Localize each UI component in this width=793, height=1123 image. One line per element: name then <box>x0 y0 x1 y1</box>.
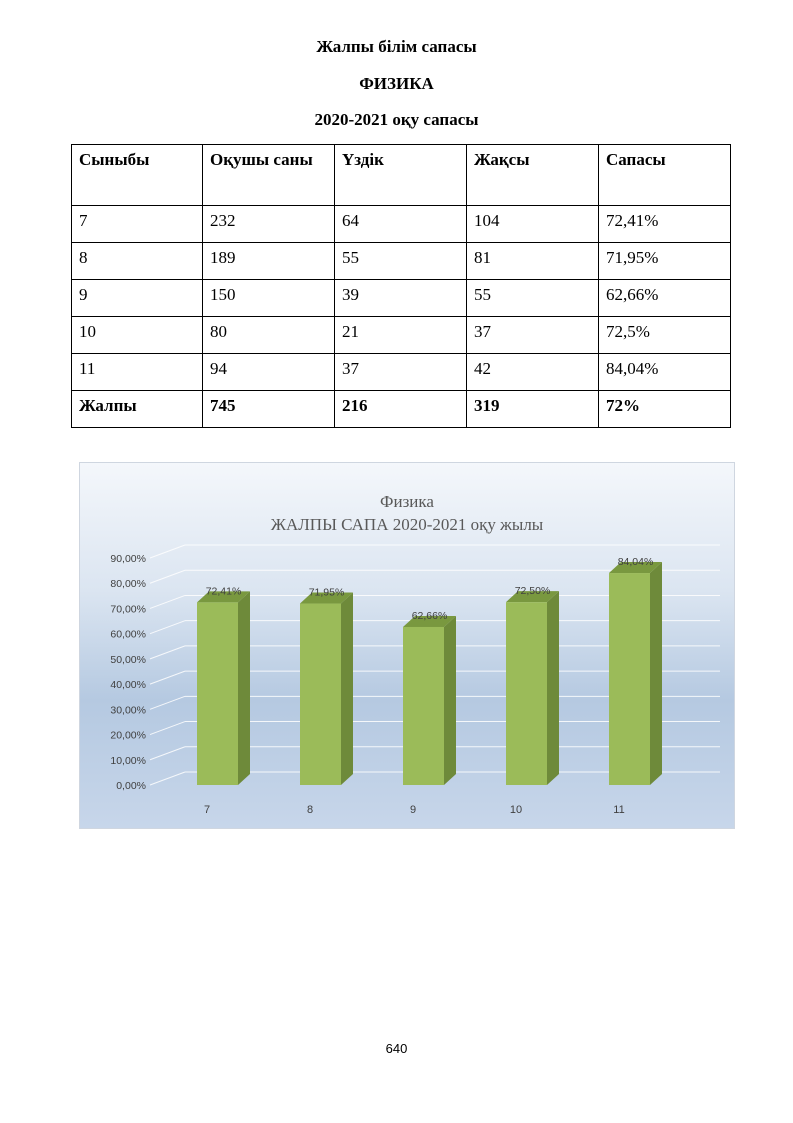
y-tick-label: 0,00% <box>116 780 146 792</box>
gridline-depth <box>150 671 185 684</box>
cell-excellent: 55 <box>335 243 467 280</box>
total-students: 745 <box>203 391 335 428</box>
gridline-depth <box>150 747 185 760</box>
header-class: Сыныбы <box>72 145 203 206</box>
cell-students: 189 <box>203 243 335 280</box>
header-excellent: Үздік <box>335 145 467 206</box>
y-tick-label: 50,00% <box>110 653 146 666</box>
total-excellent: 216 <box>335 391 467 428</box>
header-students: Оқушы саны <box>203 145 335 206</box>
cell-excellent: 39 <box>335 280 467 317</box>
table-row <box>72 243 731 280</box>
cell-class: 11 <box>72 354 203 391</box>
chart-canvas <box>80 463 734 828</box>
data-label: 62,66% <box>411 609 448 622</box>
gridline-depth <box>150 545 185 558</box>
y-tick-label: 60,00% <box>110 628 146 641</box>
bar-side <box>547 591 559 785</box>
cell-class: 8 <box>72 243 203 280</box>
table-row <box>72 354 731 391</box>
cell-excellent: 21 <box>335 317 467 354</box>
cell-students: 150 <box>203 280 335 317</box>
cell-good: 81 <box>467 243 599 280</box>
cell-students: 232 <box>203 206 335 243</box>
bar <box>403 627 444 785</box>
cell-class: 9 <box>72 280 203 317</box>
total-label: Жалпы <box>72 391 203 428</box>
cell-students: 94 <box>203 354 335 391</box>
gridline-depth <box>150 621 185 634</box>
x-tick-label: 7 <box>203 804 211 816</box>
y-tick-label: 40,00% <box>110 679 146 692</box>
total-good: 319 <box>467 391 599 428</box>
data-label: 71,95% <box>308 586 345 599</box>
x-tick-label: 10 <box>509 804 523 816</box>
y-tick-label: 70,00% <box>110 603 146 616</box>
gridline-depth <box>150 772 185 785</box>
table-header-row <box>72 145 731 206</box>
data-label: 72,50% <box>514 585 551 598</box>
cell-class: 10 <box>72 317 203 354</box>
x-tick-label: 9 <box>409 804 417 816</box>
page-number: 640 <box>385 1041 408 1056</box>
cell-quality: 71,95% <box>599 243 731 280</box>
gridline-depth <box>150 595 185 608</box>
y-tick-label: 30,00% <box>110 704 146 717</box>
cell-excellent: 37 <box>335 354 467 391</box>
cell-good: 55 <box>467 280 599 317</box>
header-quality: Сапасы <box>599 145 731 206</box>
y-tick-label: 80,00% <box>110 578 146 591</box>
total-quality: 72% <box>599 391 731 428</box>
table-row <box>72 317 731 354</box>
cell-good: 42 <box>467 354 599 391</box>
bar-side <box>238 591 250 785</box>
header-good: Жақсы <box>467 145 599 206</box>
bar <box>506 602 547 785</box>
bar <box>300 604 341 785</box>
cell-students: 80 <box>203 317 335 354</box>
chart-title: Физика <box>380 492 434 511</box>
quality-chart <box>79 462 735 829</box>
cell-good: 37 <box>467 317 599 354</box>
bar-side <box>444 616 456 785</box>
y-tick-label: 10,00% <box>110 754 146 767</box>
data-label: 84,04% <box>617 556 654 569</box>
y-tick-label: 90,00% <box>110 553 146 565</box>
gridline-depth <box>150 570 185 583</box>
quality-table <box>71 144 731 428</box>
data-label: 72,41% <box>205 585 242 598</box>
cell-quality: 62,66% <box>599 280 731 317</box>
table-row <box>72 280 731 317</box>
bar <box>609 573 650 785</box>
gridline-depth <box>150 722 185 735</box>
cell-excellent: 64 <box>335 206 467 243</box>
bar <box>197 602 238 785</box>
subject-title: ФИЗИКА <box>359 74 434 93</box>
gridline-depth <box>150 646 185 659</box>
cell-good: 104 <box>467 206 599 243</box>
chart-subtitle: ЖАЛПЫ САПА 2020-2021 оқу жылы <box>270 515 544 534</box>
document-title: Жалпы білім сапасы <box>316 37 477 56</box>
y-tick-label: 20,00% <box>110 729 146 742</box>
cell-quality: 72,41% <box>599 206 731 243</box>
cell-quality: 72,5% <box>599 317 731 354</box>
bar-side <box>341 593 353 785</box>
bar-side <box>650 562 662 785</box>
period-title: 2020-2021 оқу сапасы <box>314 110 479 129</box>
table-row <box>72 206 731 243</box>
table-total-row <box>72 391 731 428</box>
cell-class: 7 <box>72 206 203 243</box>
x-tick-label: 11 <box>613 804 625 816</box>
cell-quality: 84,04% <box>599 354 731 391</box>
x-tick-label: 8 <box>306 804 314 816</box>
gridline-depth <box>150 696 185 709</box>
